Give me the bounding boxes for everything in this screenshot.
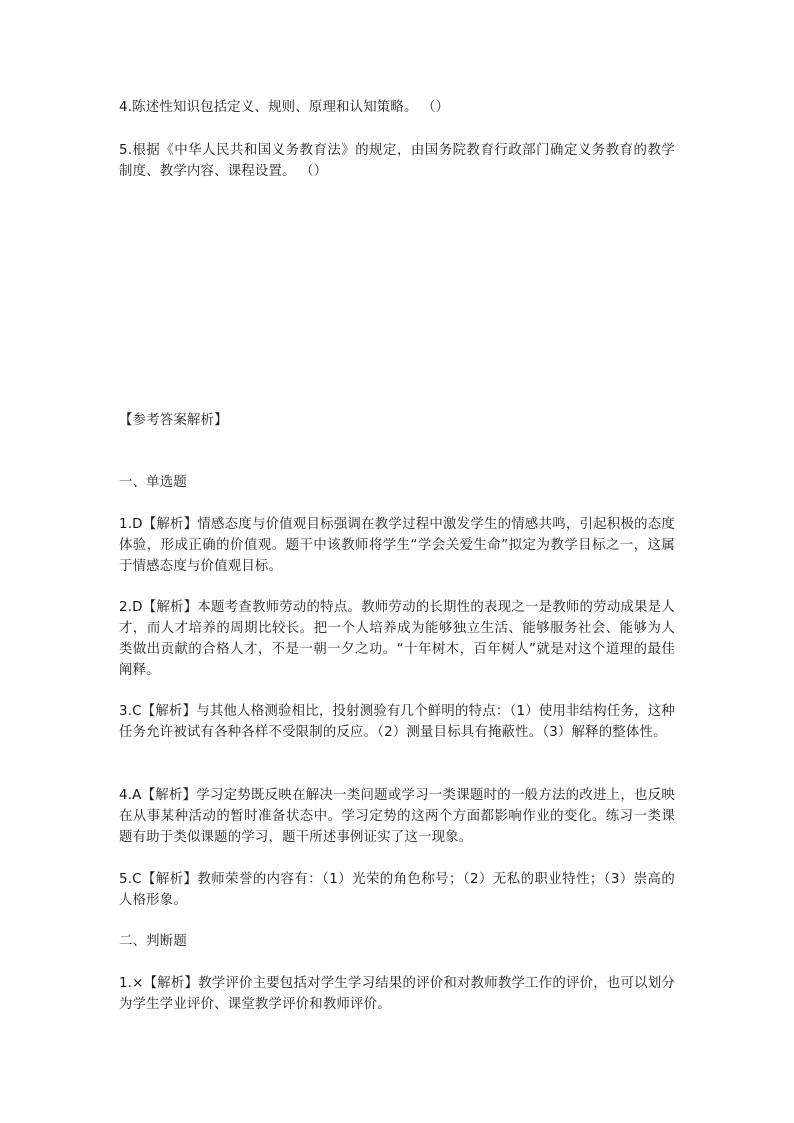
answer-2: 2.D【解析】本题考查教师劳动的特点。教师劳动的长期性的表现之一是教师的劳动成果是人才，而人才培养的周期比较长。把一个人培养成为能够独立生活、能够服务社会、能够为人类做出贡献的合格人才，不是一朝一夕之功。“十年树木，百年树人”就是对这个道理的最佳阐释。 <box>119 600 675 678</box>
question-4: 4.陈述性知识包括定义、规则、原理和认知策略。 （） <box>119 100 450 115</box>
section-single-choice: 一、单选题 <box>119 475 187 490</box>
judgement-1: 1.×【解析】教学评价主要包括对学生学习结果的评价和对教师教学工作的评价，也可以划分为学生学业评价、课堂教学评价和教师评价。 <box>119 976 675 1012</box>
section-true-false: 二、判断题 <box>119 934 187 949</box>
answer-3: 3.C【解析】与其他人格测验相比，投射测验有几个鲜明的特点：（1）使用非结构任务，这种任务允许被试有各种各样不受限制的反应。（2）测量目标具有掩蔽性。（3）解释的整体性。 <box>119 704 675 740</box>
answer-4: 4.A【解析】学习定势既反映在解决一类问题或学习一类课题时的一般方法的改进上，也反映在从事某种活动的暂时准备状态中。学习定势的这两个方面都影响作业的变化。练习一类课题有助于类似课题的学习，题干所述事例证实了这一现象。 <box>119 788 675 845</box>
answers-title: 【参考答案解析】 <box>119 413 228 428</box>
answer-1: 1.D【解析】情感态度与价值观目标强调在教学过程中激发学生的情感共鸣，引起积极的态度体验，形成正确的价值观。题干中该教师将学生“学会关爱生命”拟定为教学目标之一，这属于情感态度与价值观目标。 <box>119 517 675 574</box>
answer-5: 5.C【解析】教师荣誉的内容有：（1）光荣的角色称号；（2）无私的职业特性；（3）崇高的人格形象。 <box>119 872 675 908</box>
question-5: 5.根据《中华人民共和国义务教育法》的规定，由国务院教育行政部门确定义务教育的教学制度、教学内容、课程设置。 （） <box>119 143 675 179</box>
